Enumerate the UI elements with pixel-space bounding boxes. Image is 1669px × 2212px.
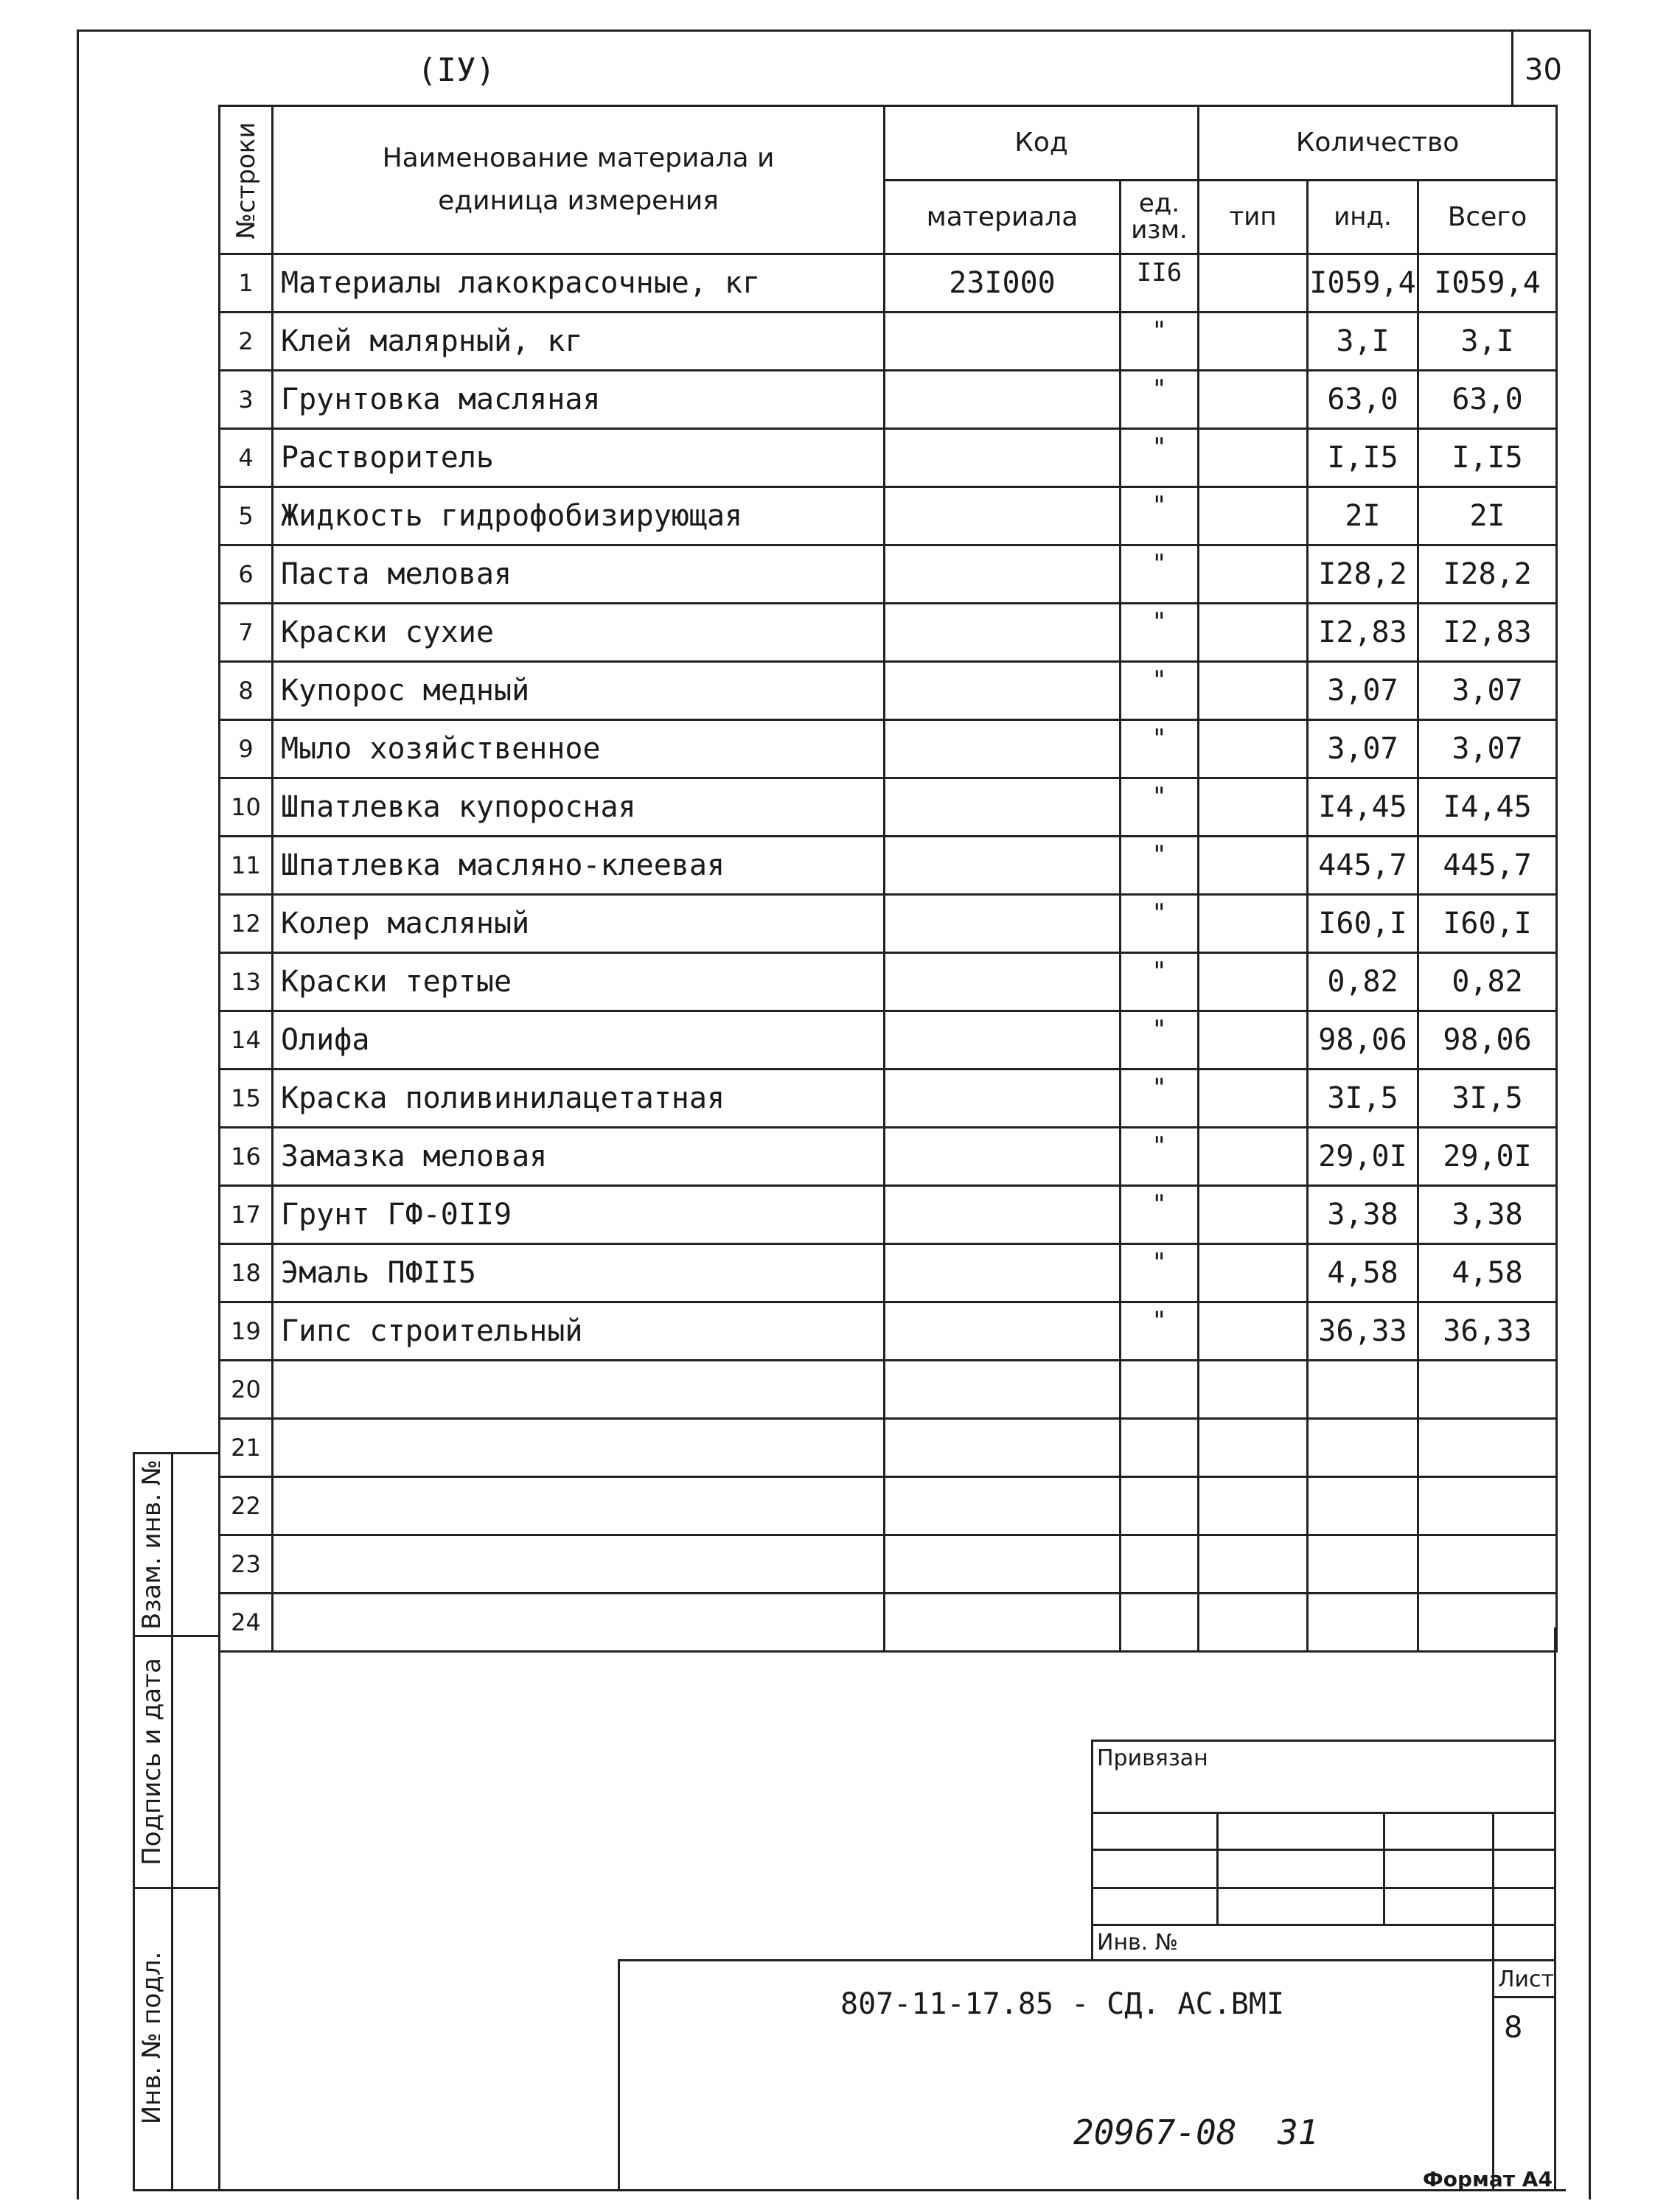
row-number: 7 [220,604,273,662]
privyazan-row-3 [1091,1887,1555,1889]
format-label: Формат А4 [1423,2167,1553,2191]
stamp-line-inner [171,1452,173,2189]
material-code: 23I000 [885,254,1121,313]
material-code [885,313,1121,371]
table-row [220,778,1557,837]
material-name [273,1477,885,1535]
table-row [220,254,1557,313]
unit-code: " [1121,604,1199,662]
qty-ind: 3,I [1308,313,1418,371]
table-row [220,1070,1557,1128]
qty-type [1199,371,1308,429]
title-block-left [618,1959,620,2191]
privyazan-col-3 [1492,1812,1494,1959]
qty-total: 3,38 [1418,1186,1557,1244]
material-name: Шпатлевка купоросная [273,778,885,837]
stamp-inv-podl: Инв. № подл. [137,1951,167,2125]
material-name: Гипс строительный [273,1302,885,1361]
qty-total [1418,1535,1557,1594]
row-number: 21 [220,1419,273,1477]
qty-type [1199,662,1308,720]
material-code [885,1477,1121,1535]
qty-ind: 98,06 [1308,1011,1418,1070]
qty-type [1199,545,1308,604]
stamp-top-line [133,1452,220,1454]
header-row-number: №строки [231,122,261,240]
materials-table [218,105,1558,1653]
material-name [273,1361,885,1419]
table-row [220,1244,1557,1302]
row-number: 11 [220,837,273,895]
unit-code: " [1121,662,1199,720]
qty-type [1199,895,1308,953]
table-row [220,1186,1557,1244]
material-name [273,1419,885,1477]
header-name-cell [273,106,885,254]
unit-code: " [1121,429,1199,487]
material-name: Краски сухие [273,604,885,662]
table-row [220,429,1557,487]
document-designation: 807-11-17.85 - СД. АС.ВМI [840,1987,1285,2021]
material-code [885,1244,1121,1302]
stamp-vzam-inv: Взам. инв. № [137,1459,167,1630]
table-row [220,1361,1557,1419]
qty-type [1199,953,1308,1011]
header-code-unit: ед. изм. [1121,180,1199,254]
qty-type [1199,1302,1308,1361]
table-row [220,487,1557,545]
qty-ind: 29,0I [1308,1128,1418,1186]
material-code [885,953,1121,1011]
row-number: 23 [220,1535,273,1594]
table-row [220,1128,1557,1186]
qty-ind: 4,58 [1308,1244,1418,1302]
unit-code [1121,1361,1199,1419]
material-name: Колер масляный [273,895,885,953]
material-code [885,778,1121,837]
qty-total: 2I [1418,487,1557,545]
qty-ind: I,I5 [1308,429,1418,487]
sheet-title-number: 8 [1504,2011,1523,2045]
unit-code: " [1121,895,1199,953]
material-code [885,429,1121,487]
qty-type [1199,1128,1308,1186]
material-code [885,371,1121,429]
material-name: Паста меловая [273,545,885,604]
row-number: 3 [220,371,273,429]
qty-ind: 3,38 [1308,1186,1418,1244]
table-row [220,371,1557,429]
qty-ind: 0,82 [1308,953,1418,1011]
qty-type [1199,487,1308,545]
qty-total: I4,45 [1418,778,1557,837]
page-number-divider [1511,29,1513,105]
unit-code: " [1121,778,1199,837]
material-code [885,1186,1121,1244]
header-quantity: Количество [1199,106,1557,181]
row-number: 2 [220,313,273,371]
privyazan-top [1091,1740,1555,1742]
unit-code: " [1121,1244,1199,1302]
row-number: 12 [220,895,273,953]
material-name: Мыло хозяйственное [273,720,885,778]
material-name: Шпатлевка масляно-клеевая [273,837,885,895]
handwritten-code: 20967-08 31 [1073,2112,1319,2152]
material-code [885,487,1121,545]
table-row [220,604,1557,662]
qty-ind [1308,1419,1418,1477]
title-block-top [618,1959,1555,1961]
table-row [220,1419,1557,1477]
qty-total: I059,4 [1418,254,1557,313]
sheet-label: (IУ) [417,52,495,89]
inv-no-label: Инв. № [1097,1930,1179,1955]
qty-total: I28,2 [1418,545,1557,604]
row-number: 18 [220,1244,273,1302]
qty-type [1199,1477,1308,1535]
unit-code: " [1121,1011,1199,1070]
table-row [220,662,1557,720]
qty-total: I60,I [1418,895,1557,953]
qty-ind: 2I [1308,487,1418,545]
material-name: Материалы лакокрасочные, кг [273,254,885,313]
unit-code: II6 [1121,254,1199,313]
qty-total: 3,07 [1418,720,1557,778]
qty-ind: 63,0 [1308,371,1418,429]
material-name: Замазка меловая [273,1128,885,1186]
header-qty-ind: инд. [1308,180,1418,254]
row-number: 15 [220,1070,273,1128]
table-row [220,1477,1557,1535]
title-block-sheet-divider [1492,1959,1494,2191]
table-row [220,953,1557,1011]
unit-code: " [1121,720,1199,778]
unit-code: " [1121,1128,1199,1186]
qty-ind: 36,33 [1308,1302,1418,1361]
table-row [220,545,1557,604]
material-name: Купорос медный [273,662,885,720]
material-name: Олифа [273,1011,885,1070]
header-code: Код [885,106,1199,181]
material-name [273,1535,885,1594]
table-row [220,1594,1557,1652]
unit-code [1121,1594,1199,1652]
material-name: Растворитель [273,429,885,487]
privyazan-label: Привязан [1097,1745,1208,1771]
sheet-title-label: Лист [1498,1967,1555,1992]
qty-ind: I2,83 [1308,604,1418,662]
row-number: 19 [220,1302,273,1361]
unit-code: " [1121,487,1199,545]
unit-code [1121,1477,1199,1535]
qty-type [1199,778,1308,837]
unit-code: " [1121,1186,1199,1244]
privyazan-row-2 [1091,1849,1555,1851]
qty-type [1199,1419,1308,1477]
material-name: Грунтовка масляная [273,371,885,429]
qty-type [1199,1011,1308,1070]
row-number: 1 [220,254,273,313]
header-name: Наименование материала и единица измерения [382,143,775,216]
material-code [885,837,1121,895]
material-code [885,1070,1121,1128]
header-row-number-cell [220,106,273,254]
qty-ind: I60,I [1308,895,1418,953]
qty-ind: 3,07 [1308,720,1418,778]
material-code [885,1594,1121,1652]
row-number: 24 [220,1594,273,1652]
qty-total [1418,1361,1557,1419]
material-name: Грунт ГФ-0II9 [273,1186,885,1244]
material-name: Клей малярный, кг [273,313,885,371]
qty-total: 4,58 [1418,1244,1557,1302]
table-row [220,1535,1557,1594]
unit-code [1121,1419,1199,1477]
qty-ind [1308,1594,1418,1652]
qty-total: 3,I [1418,313,1557,371]
row-number: 10 [220,778,273,837]
qty-total: I2,83 [1418,604,1557,662]
privyazan-row-4 [1091,1924,1555,1926]
row-number: 20 [220,1361,273,1419]
material-code [885,545,1121,604]
unit-code: " [1121,837,1199,895]
qty-type [1199,604,1308,662]
qty-ind [1308,1477,1418,1535]
row-number: 14 [220,1011,273,1070]
qty-type [1199,429,1308,487]
stamp-line-main [218,1452,220,2189]
unit-code: " [1121,1302,1199,1361]
qty-total: 0,82 [1418,953,1557,1011]
row-number: 16 [220,1128,273,1186]
qty-ind: I4,45 [1308,778,1418,837]
qty-type [1199,1244,1308,1302]
material-code [885,895,1121,953]
material-name: Эмаль ПФII5 [273,1244,885,1302]
qty-ind: 3,07 [1308,662,1418,720]
material-code [885,720,1121,778]
privyazan-col-2 [1383,1812,1385,1924]
qty-type [1199,254,1308,313]
unit-code: " [1121,371,1199,429]
material-name: Краска поливинилацетатная [273,1070,885,1128]
qty-type [1199,1594,1308,1652]
qty-ind [1308,1361,1418,1419]
stamp-bottom-line [133,2189,1566,2191]
table-row [220,1011,1557,1070]
table-row [220,720,1557,778]
qty-type [1199,1186,1308,1244]
qty-total [1418,1594,1557,1652]
privyazan-row-1 [1091,1812,1555,1814]
material-code [885,662,1121,720]
material-code [885,1128,1121,1186]
row-number: 17 [220,1186,273,1244]
table-row [220,313,1557,371]
qty-type [1199,1361,1308,1419]
row-number: 22 [220,1477,273,1535]
table-header-row [220,106,1557,181]
qty-ind: 445,7 [1308,837,1418,895]
material-code [885,1535,1121,1594]
qty-total: 29,0I [1418,1128,1557,1186]
row-number: 13 [220,953,273,1011]
stamp-line-outer [133,1452,135,2189]
qty-ind [1308,1535,1418,1594]
right-border-lower [1554,1627,1556,2191]
material-name [273,1594,885,1652]
material-name: Краски тертые [273,953,885,1011]
row-number: 4 [220,429,273,487]
privyazan-col-1 [1216,1812,1219,1924]
qty-total: 36,33 [1418,1302,1557,1361]
qty-type [1199,720,1308,778]
sheet-label-divider [1492,1996,1555,1998]
qty-type [1199,837,1308,895]
stamp-divider-2 [133,1887,220,1889]
material-code [885,1361,1121,1419]
material-code [885,1419,1121,1477]
qty-ind: 3I,5 [1308,1070,1418,1128]
row-number: 6 [220,545,273,604]
table-row [220,895,1557,953]
qty-total: 445,7 [1418,837,1557,895]
material-code [885,604,1121,662]
header-qty-total: Всего [1418,180,1557,254]
row-number: 9 [220,720,273,778]
qty-total: I,I5 [1418,429,1557,487]
row-number: 8 [220,662,273,720]
qty-total: 3I,5 [1418,1070,1557,1128]
unit-code: " [1121,953,1199,1011]
stamp-divider-1 [133,1635,220,1637]
qty-type [1199,1535,1308,1594]
qty-total: 63,0 [1418,371,1557,429]
qty-type [1199,313,1308,371]
material-name: Жидкость гидрофобизирующая [273,487,885,545]
qty-ind: I059,4 [1308,254,1418,313]
material-code [885,1011,1121,1070]
table-row [220,1302,1557,1361]
qty-total [1418,1419,1557,1477]
material-code [885,1302,1121,1361]
header-qty-type: тип [1199,180,1308,254]
stamp-podpis-data: Подпись и дата [137,1658,167,1866]
unit-code: " [1121,1070,1199,1128]
unit-code [1121,1535,1199,1594]
table-row [220,837,1557,895]
qty-total: 3,07 [1418,662,1557,720]
qty-type [1199,1070,1308,1128]
header-code-material: материала [885,180,1121,254]
row-number: 5 [220,487,273,545]
unit-code: " [1121,313,1199,371]
page-number: 30 [1525,53,1562,87]
qty-total [1418,1477,1557,1535]
unit-code: " [1121,545,1199,604]
qty-total: 98,06 [1418,1011,1557,1070]
qty-ind: I28,2 [1308,545,1418,604]
